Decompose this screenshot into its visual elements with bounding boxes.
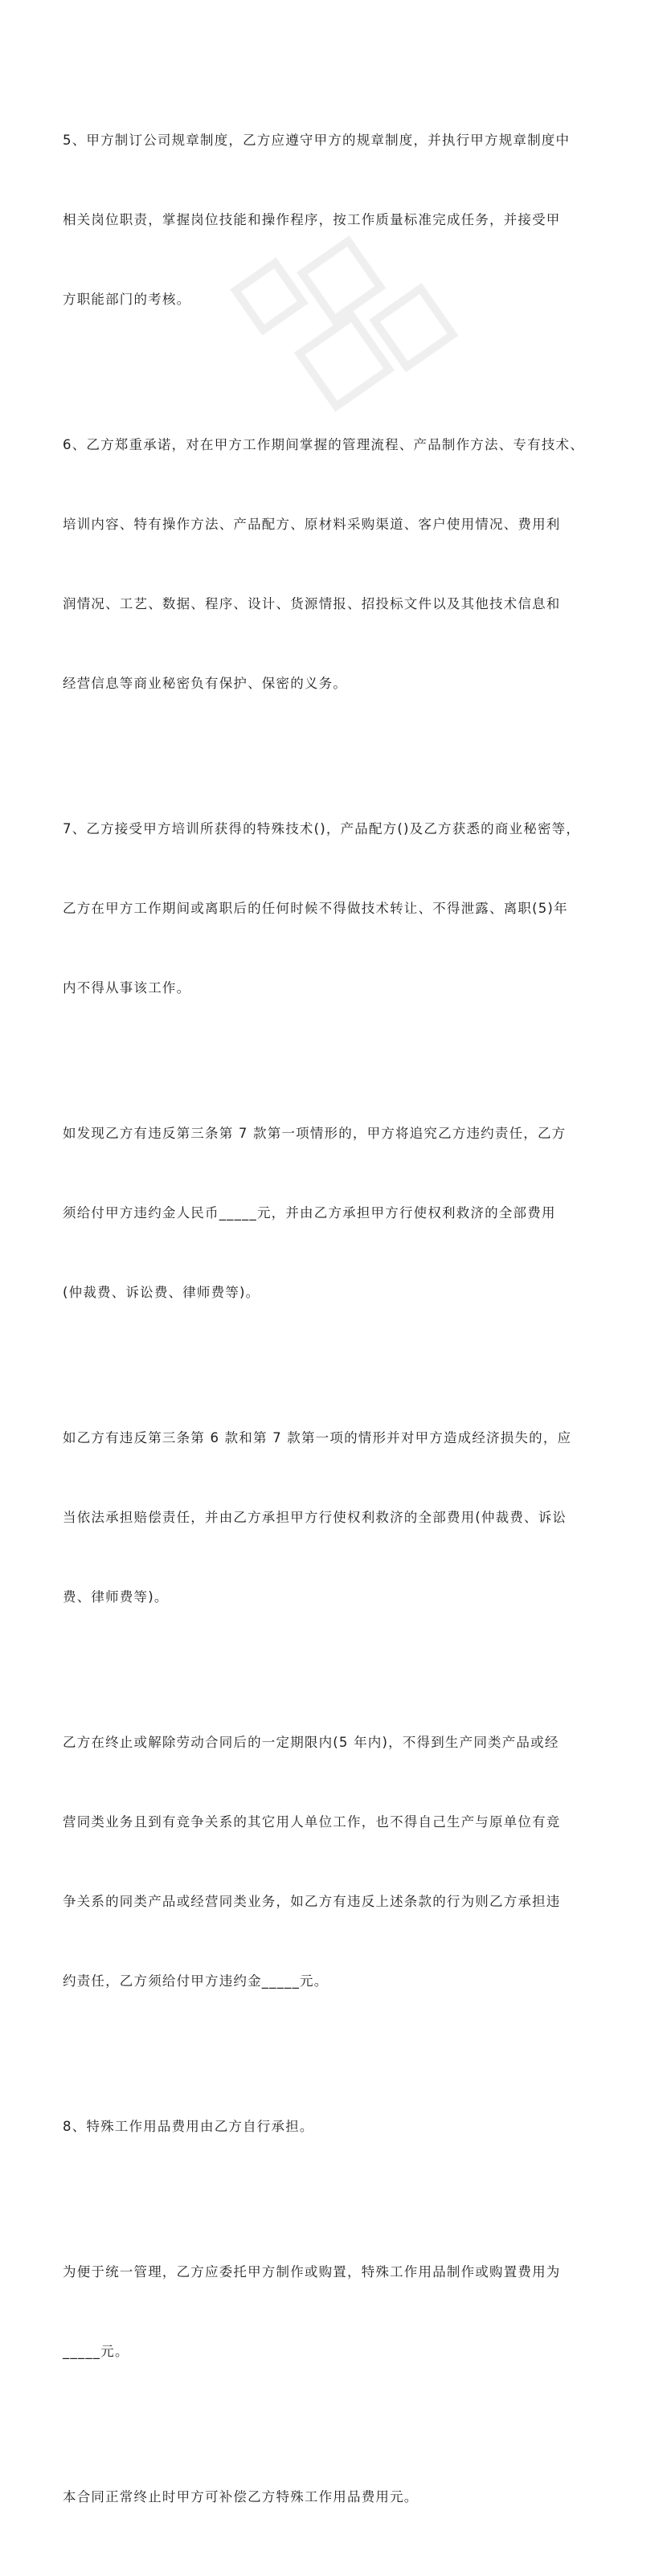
text-line: 7、乙方接受甲方培训所获得的特殊技术()，产品配方()及乙方获悉的商业秘密等， [63, 821, 581, 836]
text-line: 相关岗位职责，掌握岗位技能和操作程序，按工作质量标准完成任务，并接受甲 [63, 212, 561, 227]
text-line: 营同类业务且到有竞争关系的其它用人单位工作，也不得自己生产与原单位有竞 [63, 1814, 561, 1830]
text-line: (仲裁费、诉讼费、律师费等)。 [63, 1285, 260, 1300]
text-line: 润情况、工艺、数据、程序、设计、货源情报、招投标文件以及其他技术信息和 [63, 596, 561, 611]
text-line: 6、乙方郑重承诺，对在甲方工作期间掌握的管理流程、产品制作方法、专有技术、 [63, 437, 584, 452]
text-line: 须给付甲方违约金人民币_____元，并由乙方承担甲方行使权利救济的全部费用 [63, 1205, 556, 1221]
text-line: 培训内容、特有操作方法、产品配方、原材料采购渠道、客户使用情况、费用利 [63, 517, 561, 532]
paragraph-clause-6 [63, 378, 609, 750]
text-line: 乙方在终止或解除劳动合同后的一定期限内(5 年内)，不得到生产同类产品或经 [63, 1735, 559, 1750]
text-line: 乙方在甲方工作期间或离职后的任何时候不得做技术转让、不得泄露、离职(5)年 [63, 901, 568, 916]
paragraph-clause-5 [63, 74, 609, 366]
text-line: _____元。 [63, 2344, 129, 2359]
text-line: 5、甲方制订公司规章制度，乙方应遵守甲方的规章制度，并执行甲方规章制度中 [63, 133, 571, 148]
paragraph-compensation [63, 2431, 609, 2563]
text-line: 如发现乙方有违反第三条第 7 款第一项情形的，甲方将追究乙方违约责任，乙方 [63, 1126, 567, 1141]
text-line: 当依法承担赔偿责任，并由乙方承担甲方行使权利救济的全部费用(仲裁费、诉讼 [63, 1510, 567, 1525]
text-line: 为便于统一管理，乙方应委托甲方制作或购置，特殊工作用品制作或购置费用为 [63, 2264, 561, 2280]
paragraph-non-compete [63, 1676, 609, 2047]
text-line: 争关系的同类产品或经营同类业务，如乙方有违反上述条款的行为则乙方承担违 [63, 1894, 561, 1909]
paragraph-clause-7 [63, 763, 609, 1054]
text-line: 经营信息等商业秘密负有保护、保密的义务。 [63, 676, 347, 691]
text-line: 内不得从事该工作。 [63, 980, 191, 996]
text-line: 8、特殊工作用品费用由乙方自行承担。 [63, 2119, 314, 2134]
document-body [63, 74, 609, 2576]
paragraph-work-supplies [63, 2206, 609, 2418]
text-line: 如乙方有违反第三条第 6 款和第 7 款第一项的情形并对甲方造成经济损失的，应 [63, 1430, 572, 1445]
paragraph-damages [63, 1372, 609, 1663]
text-line: 方职能部门的考核。 [63, 292, 191, 307]
text-line: 本合同正常终止时甲方可补偿乙方特殊工作用品费用元。 [63, 2489, 419, 2504]
paragraph-clause-8 [63, 2060, 609, 2193]
paragraph-breach-penalty [63, 1067, 609, 1359]
text-line: 费、律师费等)。 [63, 1589, 169, 1605]
text-line: 约责任，乙方须给付甲方违约金_____元。 [63, 1973, 329, 1989]
